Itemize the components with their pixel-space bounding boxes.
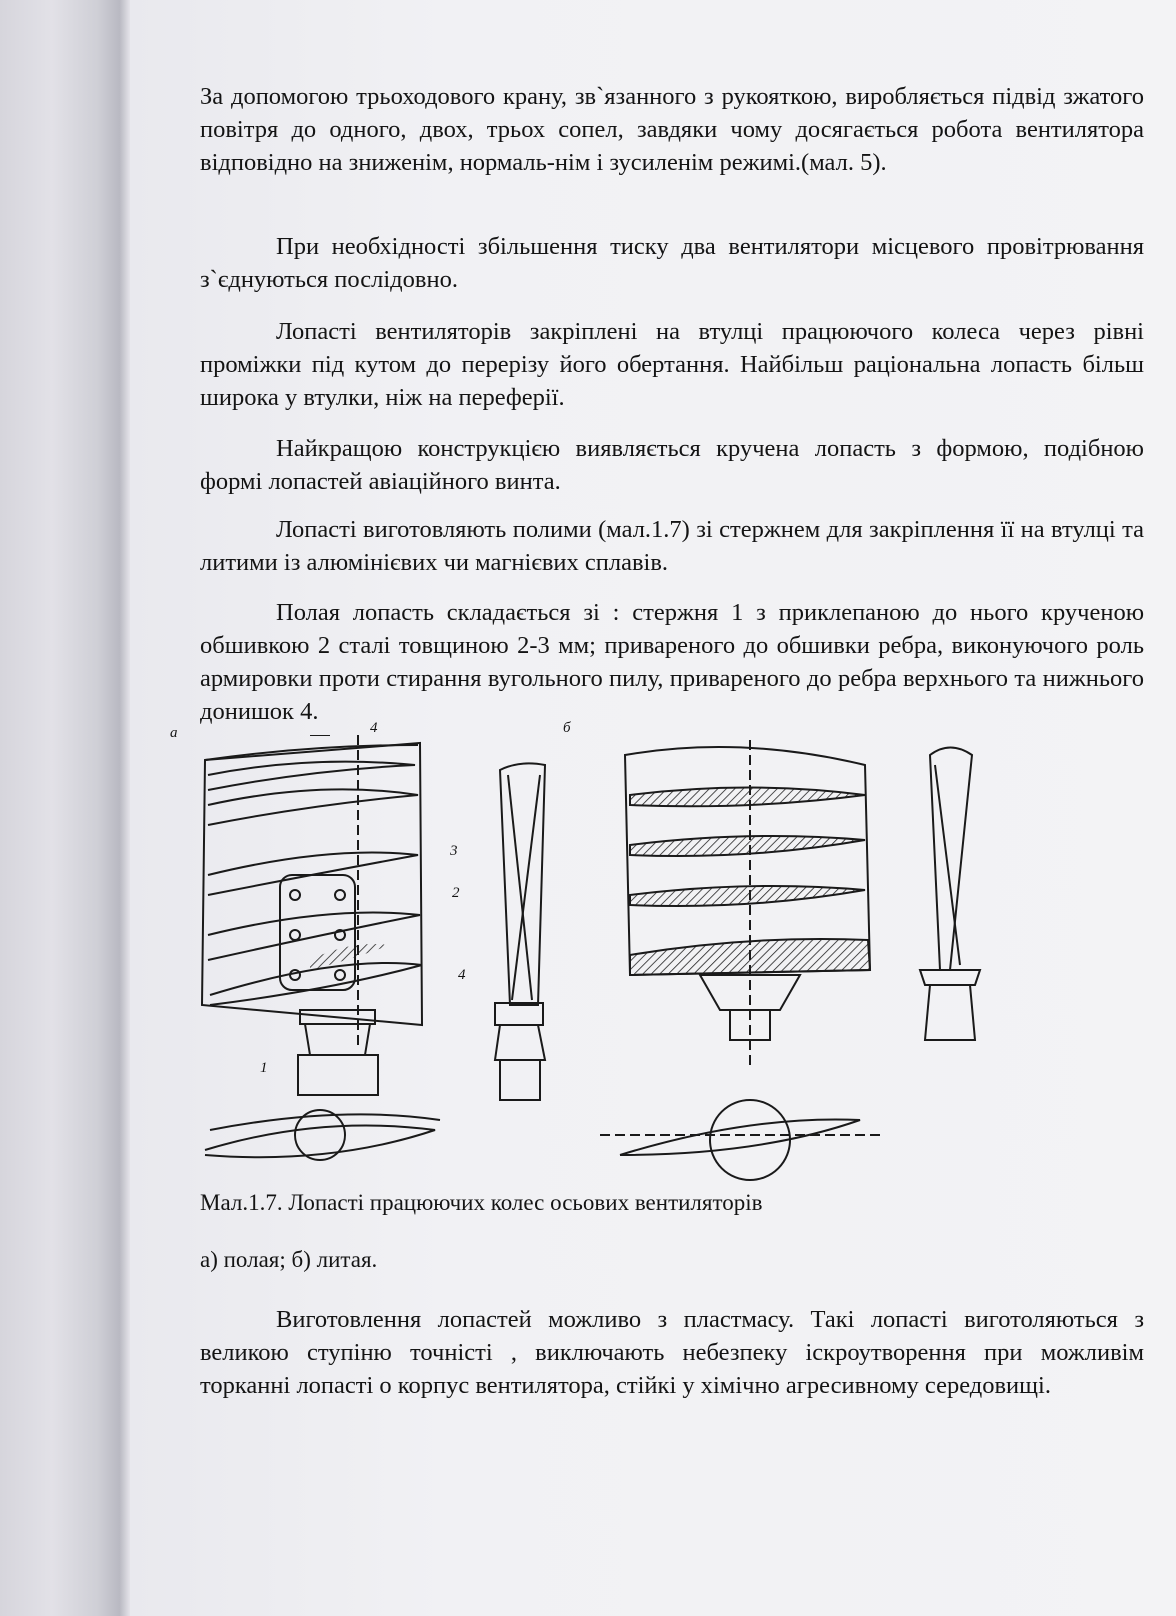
paragraph-3: Лопасті вентиляторів закріплені на втулці працюючого колеса через рівні проміжки під кутом до перерізу його обертання. Найбільш раціональна лопасть більш широка у втулки, ніж на переферії. — [200, 318, 1144, 411]
callout-4-bottom: 4 — [458, 967, 466, 983]
blade-figure — [160, 720, 1140, 1245]
callout-4-top: 4 — [370, 720, 378, 736]
cast-blade-b — [600, 740, 880, 1180]
hollow-blade-a — [202, 735, 440, 1160]
figure-label-a: а — [170, 725, 178, 741]
cast-blade-side-view — [920, 748, 980, 1041]
figure-caption-sub: а) полая; б) литая. — [200, 1247, 378, 1272]
paragraph-1: За допомогою трьоходового крану, зв`язанного з рукояткою, виробляється підвід зжатого повітря до одного, двох, трьох сопел, завдяки чому досягається робота вентилятора відповідно на зниженім, нормаль-нім і зусиленім режимі.(мал. 5). — [200, 83, 1144, 176]
paragraph-2: При необхідності збільшення тиску два вентилятори місцевого провітрювання з`єднуються послідовно. — [200, 233, 1144, 293]
callout-1: 1 — [260, 1060, 268, 1076]
scan-binding-shadow — [0, 0, 130, 1616]
figure-caption: Мал.1.7. Лопасті працюючих колес осьових вентиляторів — [200, 1190, 763, 1215]
blade-side-view — [495, 763, 545, 1100]
figure-label-b: б — [563, 720, 571, 736]
callout-3: 3 — [450, 843, 458, 859]
paragraph-4: Найкращою конструкцією виявляється кручена лопасть з формою, подібною формі лопастей авіаційного винта. — [200, 435, 1144, 495]
paragraph-5: Лопасті виготовляють полими (мал.1.7) зі стержнем для закріплення її на втулці та литими із алюмінієвих чи магнієвих сплавів. — [200, 516, 1144, 576]
blade-drawing — [160, 735, 1140, 1245]
paragraph-7: Виготовлення лопастей можливо з пластмасу. Такі лопасті виготоляються з великою ступіню точністі , виключають небезпеку іскроутворення при можливім торканні лопасті о корпус вентилятора, стійкі у хімічно агресивному середовищі. — [200, 1306, 1144, 1399]
callout-2: 2 — [452, 885, 460, 901]
paragraph-6: Полая лопасть складається зі : стержня 1 з приклепаною до нього крученою обшивкою 2 сталі товщиною 2-3 мм; привареного до обшивки ребра, виконуючого роль армировки проти стирання вугольного пилу, привареного до ребра верхнього та нижнього донишок 4. — [200, 599, 1144, 725]
